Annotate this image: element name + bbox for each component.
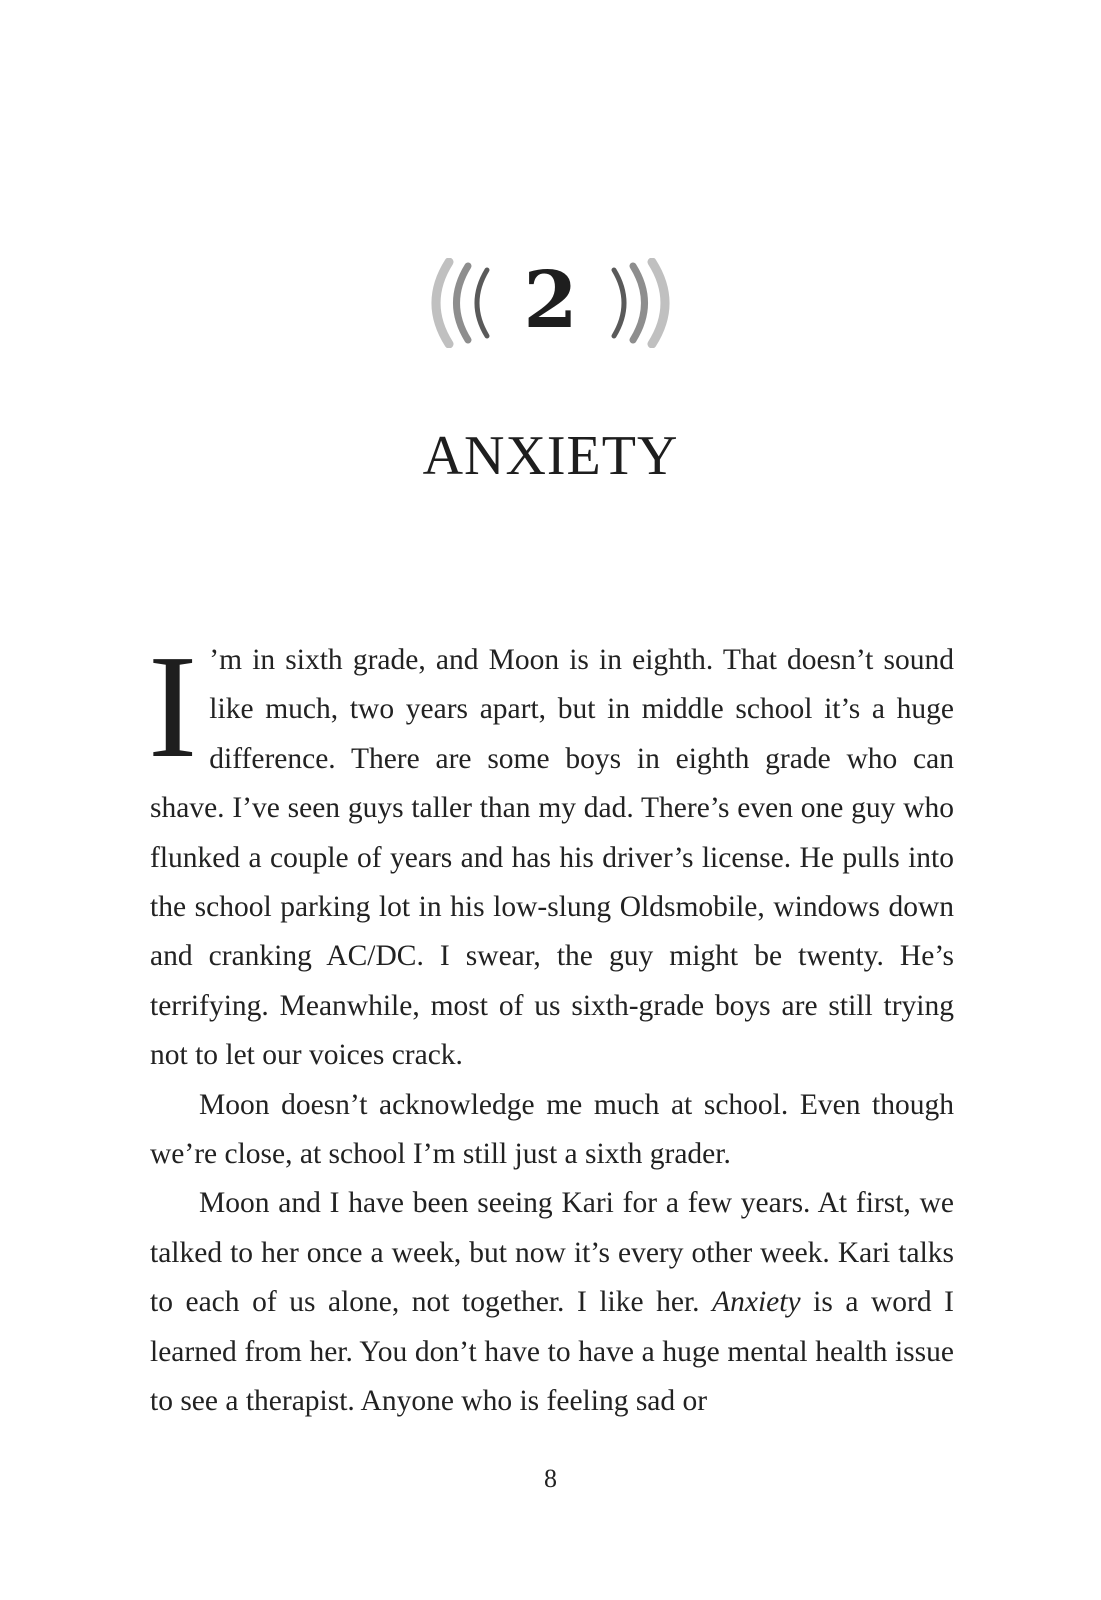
paragraph-3-text-end: is a word I learned from her. You don’t have to have a huge mental health issue to see a therapist. Anyone who is feeling sad or [150, 1286, 955, 1418]
drop-cap: I [148, 625, 198, 789]
chapter-title: ANXIETY [422, 425, 679, 487]
page-number: 8 [544, 1464, 557, 1493]
italic-word: Anxiety [712, 1286, 801, 1319]
paragraph-1-text: ’m in sixth grade, and Moon is in eighth. That doesn’t sound like much, two years apart, but in middle school it’s a huge difference. There are some boys in eighth grade who can shave. I’ve seen guys taller than my dad. There’s even one guy who flunked a couple of years and has his driver’s license. He pulls into the school parking lot in his low-slung Oldsmobile, windows down and cranking AC/DC. I swear, the guy might be twenty. He’s terrifying. Meanwhile, most of us sixth-grade boys are still trying not to let our voices crack. [150, 644, 954, 1072]
chapter-number-heading [0, 255, 1101, 348]
paragraph-3 [150, 1179, 954, 1426]
body-text [148, 625, 955, 1427]
sound-wave-right-icon [604, 258, 674, 348]
chapter-number: 2 [523, 255, 578, 346]
paragraph-2: Moon doesn’t acknowledge me much at school. Even though we’re close, at school I’m still just a sixth grader. [150, 1088, 954, 1171]
sound-wave-left-icon [427, 258, 497, 348]
paragraph-1 [148, 625, 954, 1081]
paragraph-3-text-start: Moon and I have been seeing Kari for a few years. At first, we talked to her once a week, but now it’s every other week. Kari talks to each of us alone, not together. I like her. [150, 1187, 954, 1319]
